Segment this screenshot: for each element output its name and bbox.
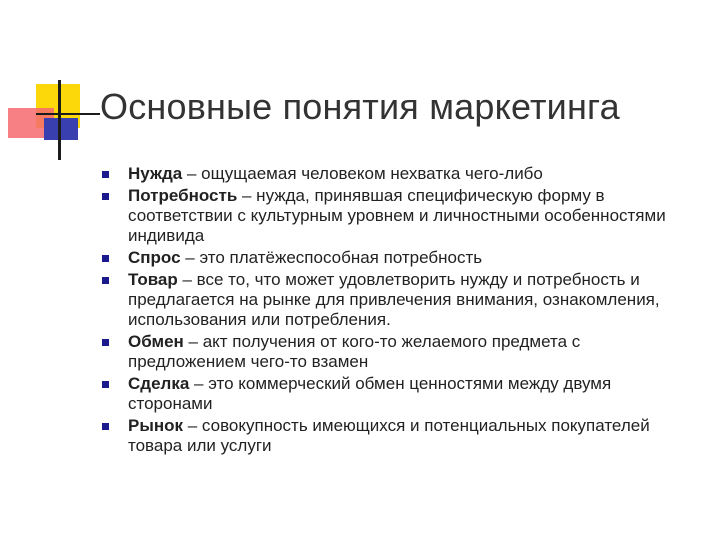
decorative-blue-block (44, 118, 78, 140)
definition: – все то, что может удовлетворить нужду и потребность и предлагается на рынке для привлечения внимания, ознакомления, использования или потребления. (128, 270, 660, 329)
definition: – нужда, принявшая специфическую форму в соответствии с культурным уровнем и личностными особенностями индивида (128, 186, 666, 245)
term: Сделка (128, 374, 190, 393)
term: Потребность (128, 186, 238, 205)
list-item-demand (96, 248, 696, 268)
definition: – это коммерческий обмен ценностями между двумя сторонами (128, 374, 612, 413)
term: Рынок (128, 416, 184, 435)
definition: – это платёжеспособная потребность (180, 248, 483, 267)
square-bullet-icon (102, 277, 109, 284)
definition: – акт получения от кого-то желаемого предмета с предложением чего-то взамен (128, 332, 581, 371)
list-item-product (96, 270, 696, 330)
square-bullet-icon (102, 193, 109, 200)
term: Товар (128, 270, 178, 289)
list-item-transaction (96, 374, 696, 414)
definition: – ощущаемая человеком нехватка чего-либо (182, 164, 543, 183)
list-item-need (96, 164, 696, 184)
definitions-list (96, 164, 696, 456)
square-bullet-icon (102, 339, 109, 346)
term: Спрос (128, 248, 181, 267)
list-item-exchange (96, 332, 696, 372)
term: Обмен (128, 332, 184, 351)
list-item-want (96, 186, 696, 246)
slide-title: Основные понятия маркетинга (100, 86, 620, 127)
square-bullet-icon (102, 171, 109, 178)
term: Нужда (128, 164, 183, 183)
decorative-corner-graphic (0, 0, 110, 170)
decorative-vertical-line (58, 80, 61, 160)
definition: – совокупность имеющихся и потенциальных покупателей товара или услуги (128, 416, 650, 455)
square-bullet-icon (102, 381, 109, 388)
decorative-horizontal-line (36, 113, 100, 115)
list-item-market (96, 416, 696, 456)
square-bullet-icon (102, 255, 109, 262)
square-bullet-icon (102, 423, 109, 430)
